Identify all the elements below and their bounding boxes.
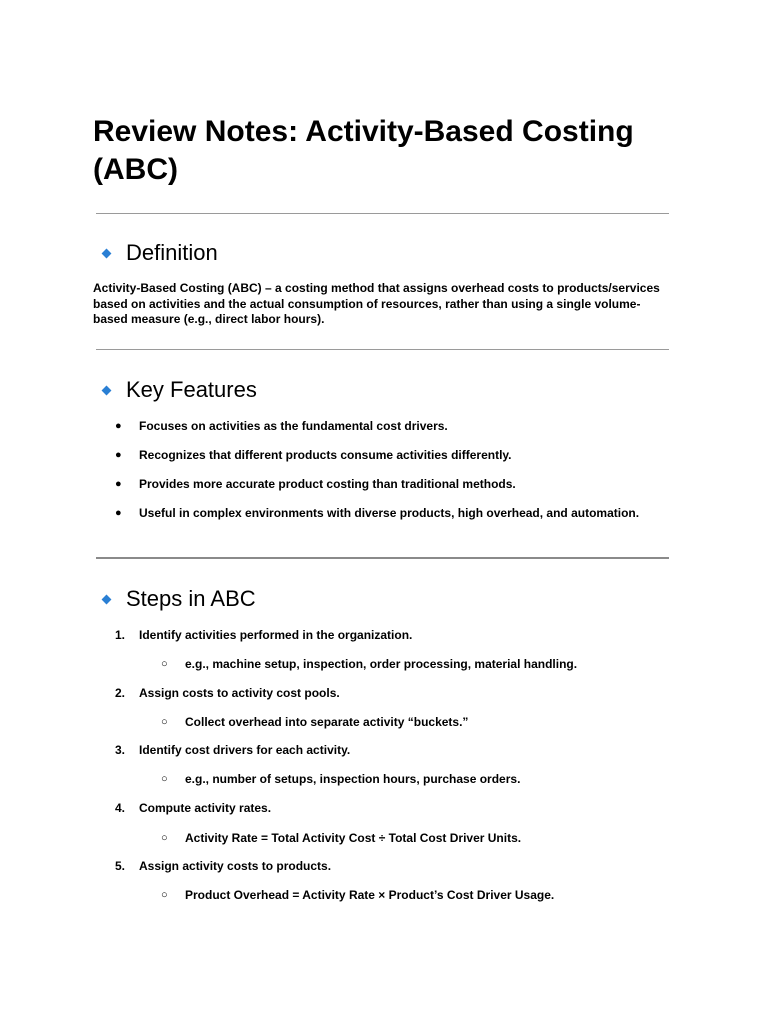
step-text: Compute activity rates. (139, 801, 272, 815)
step-sub-item (161, 715, 468, 730)
section-heading-steps (100, 585, 256, 613)
list-item (115, 477, 516, 492)
step-sub-text: e.g., machine setup, inspection, order processing, material handling. (185, 657, 578, 671)
step-sub-item (161, 772, 520, 787)
step-sub-text: Product Overhead = Activity Rate × Product’s Cost Driver Usage. (185, 888, 555, 902)
step-number: 1. (115, 628, 126, 642)
circle-bullet-icon: ○ (161, 832, 168, 844)
step-item (115, 686, 340, 701)
bullet-dot-icon: ● (115, 449, 122, 461)
definition-text: Activity-Based Costing (ABC) – a costing method that assigns overhead costs to products/services based on activities and the actual consumption of resources, rather than using a single volume-based measure (e.g., direct labor hours). (93, 281, 660, 326)
step-sub-text: Collect overhead into separate activity “buckets.” (185, 715, 469, 729)
step-sub-item (161, 888, 554, 903)
section-heading-definition (100, 239, 218, 267)
section-title: Key Features (126, 377, 257, 402)
step-number: 5. (115, 859, 126, 873)
circle-bullet-icon: ○ (161, 889, 168, 901)
step-sub-item (161, 657, 577, 672)
step-text: Identify activities performed in the organization. (139, 628, 413, 642)
divider (96, 349, 669, 350)
step-sub-item (161, 831, 521, 846)
section-heading-key-features (100, 376, 257, 404)
circle-bullet-icon: ○ (161, 658, 168, 670)
list-item-text: Provides more accurate product costing than traditional methods. (139, 477, 516, 491)
section-title: Definition (126, 240, 218, 265)
step-item (115, 628, 412, 643)
list-item-text: Recognizes that different products consume activities differently. (139, 448, 512, 462)
section-title: Steps in ABC (126, 586, 256, 611)
step-number: 3. (115, 743, 126, 757)
step-item (115, 859, 331, 874)
list-item (115, 448, 512, 463)
bullet-dot-icon: ● (115, 420, 122, 432)
list-item-text: Focuses on activities as the fundamental cost drivers. (139, 419, 448, 433)
list-item-text: Useful in complex environments with diverse products, high overhead, and automation. (139, 506, 640, 520)
diamond-bullet-icon (102, 594, 112, 604)
page-title: Review Notes: Activity-Based Costing (ABC) (93, 115, 634, 186)
list-item (115, 419, 448, 434)
step-text: Assign activity costs to products. (139, 859, 332, 873)
step-sub-text: e.g., number of setups, inspection hours, purchase orders. (185, 772, 521, 786)
bullet-dot-icon: ● (115, 478, 122, 490)
step-text: Identify cost drivers for each activity. (139, 743, 351, 757)
step-sub-text: Activity Rate = Total Activity Cost ÷ Total Cost Driver Units. (185, 831, 522, 845)
step-number: 4. (115, 801, 126, 815)
step-item (115, 801, 271, 816)
diamond-bullet-icon (102, 385, 112, 395)
step-text: Assign costs to activity cost pools. (139, 686, 340, 700)
step-item (115, 743, 350, 758)
diamond-bullet-icon (102, 248, 112, 258)
divider (96, 557, 669, 559)
circle-bullet-icon: ○ (161, 716, 168, 728)
bullet-dot-icon: ● (115, 507, 122, 519)
divider (96, 213, 669, 214)
step-number: 2. (115, 686, 126, 700)
circle-bullet-icon: ○ (161, 773, 168, 785)
list-item (115, 506, 639, 521)
